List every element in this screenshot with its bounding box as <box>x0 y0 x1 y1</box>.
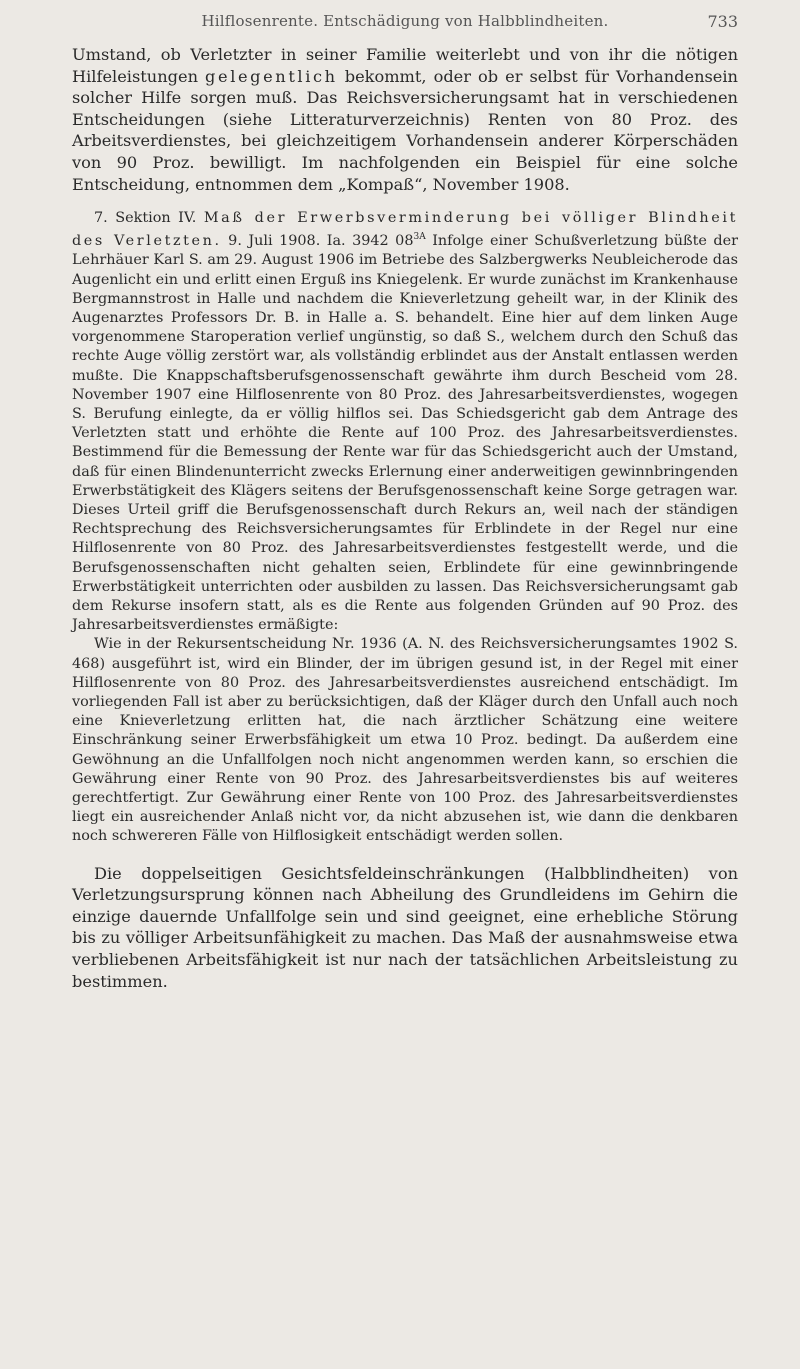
case-text: Infolge einer Schußverletzung büßte der Lehrhäuer Karl S. am 29. August 1906 im Betriebe des Salzbergwerks Neubleicherode das Augenlicht ein und erlitt einen Erguß ins Kniegelenk. Er wurde zunächst im Krankenhause Bergmannstrost in Halle und nachdem die Knieverletzung geheilt war, in der Klinik des Augenarztes Professors Dr. B. in Halle a. S. behandelt. Eine hier auf dem linken Auge vorgenommene Staroperation verlief ungünstig, so daß S., welchem durch den Schuß das rechte Auge völlig zerstört war, als vollständig erblindet aus der Anstalt entlassen werden mußte. Die Knappschaftsberufsgenossenschaft gewährte ihm durch Bescheid vom 28. November 1907 eine Hilflosenrente von 80 Proz. des Jahresarbeitsverdienstes, wogegen S. Berufung einlegte, da er völlig hilflos sei. Das Schiedsgericht gab dem Antrage des Verletzten statt und erhöhte die Rente auf 100 Proz. des Jahresarbeitsverdienstes. Bestimmend für die Bemessung der Rente war für das Schiedsgericht auch der Umstand, daß für einen Blindenunterricht zwecks Erlernung einer anderweitigen gewinnbringenden Erwerbstätigkeit des Klägers seitens der Berufsgenossenschaft keine Sorge getragen war. Dieses Urteil griff die Berufsgenossenschaft durch Rekurs an, weil nach der ständigen Rechtsprechung des Reichsversicherungsamtes für Erblindete in der Regel nur eine Hilflosenrente von 80 Proz. des Jahresarbeitsverdienstes festgestellt werde, und die Berufsgenossenschaften nicht gehalten seien, Erblindete für eine gewinnbringende Erwerbstätigkeit unterrichten oder ausbilden zu lassen. Das Reichsversicherungsamt gab dem Rekurse insofern statt, als es die Rente aus folgenden Gründen auf 90 Proz. des Jahresarbeitsverdienstes ermäßigte: <box>72 233 739 634</box>
emphasis-gelegentlich: gelegentlich <box>205 66 338 86</box>
paragraph-opening <box>72 44 738 195</box>
case-reasoning: Wie in der Rekursentscheidung Nr. 1936 (A. N. des Reichsversicherungsamtes 1902 S. 468) ausgeführt ist, wird ein Blinder, der im übrigen gesund ist, in der Regel mit einer Hilflosenrente von 80 Proz. des Jahresarbeitsverdienstes ausreichend entschädigt. Im vorliegenden Fall ist aber zu berücksichtigen, daß der Kläger durch den Unfall auch noch eine Knieverletzung erlitten hat, die nach ärztlicher Schätzung eine weitere Einschränkung seiner Erwerbsfähigkeit um etwa 10 Proz. bedingt. Da außerdem eine Gewöhnung an die Unfallfolgen noch nicht angenommen werden kann, so erschien die Gewährung einer Rente von 90 Proz. des Jahresarbeitsverdienstes bis auf weiteres gerechtfertigt. Zur Gewährung einer Rente von 100 Proz. des Jahresarbeitsverdienstes liegt ein ausreichender Anlaß nicht vor, da nicht abzusehen ist, wie dann die denkbaren noch schwereren Fälle von Hilflosigkeit entschädigt werden sollen. <box>72 636 738 845</box>
page-body <box>72 44 738 992</box>
case-section: 7. Sektion IV. <box>94 210 197 227</box>
paragraph-opening-text-2: bekommt, oder ob er selbst für Vorhandensein solcher Hilfe sorgen muß. Das Reichsversicherungsamt hat in verschiedenen Entscheidungen (siehe Litteraturverzeichnis) Renten von 80 Proz. des Arbeitsverdienstes, bei gleichzeitigem Vorhandensein anderer Körperschäden von 90 Proz. bewilligt. Im nachfolgenden ein Beispiel für eine solche Entscheidung, entnommen dem „Kompaß“, November 1908. <box>72 66 738 194</box>
case-reference-sup: 3A <box>413 232 426 243</box>
paragraph-closing: Die doppelseitigen Gesichtsfeldeinschränkungen (Halbblindheiten) von Verletzungsursprung können nach Abheilung des Grundleidens im Gehirn die einzige dauernde Unfallfolge sein und sind geeignet, eine erhebliche Störung bis zu völliger Arbeitsunfähigkeit zu machen. Das Maß der ausnahmsweise etwa verbliebenen Arbeitsfähigkeit ist nur nach der tatsächlichen Arbeitsleistung zu bestimmen. <box>72 863 738 991</box>
case-reference: 9. Juli 1908. Ia. 3942 08 <box>228 233 414 250</box>
case-report <box>72 209 738 635</box>
running-title: Hilflosenrente. Entschädigung von Halbblindheiten. <box>201 12 609 30</box>
running-header <box>72 12 738 42</box>
case-heading: Maß der Erwerbsverminderung bei völliger Blindheit des Verletzten. <box>72 210 738 250</box>
paragraph-opening-text-1: Umstand, ob Verletzter in seiner Familie weiterlebt und von ihr die nötigen Hilfeleistungen <box>72 45 738 86</box>
page-number: 733 <box>707 12 738 31</box>
